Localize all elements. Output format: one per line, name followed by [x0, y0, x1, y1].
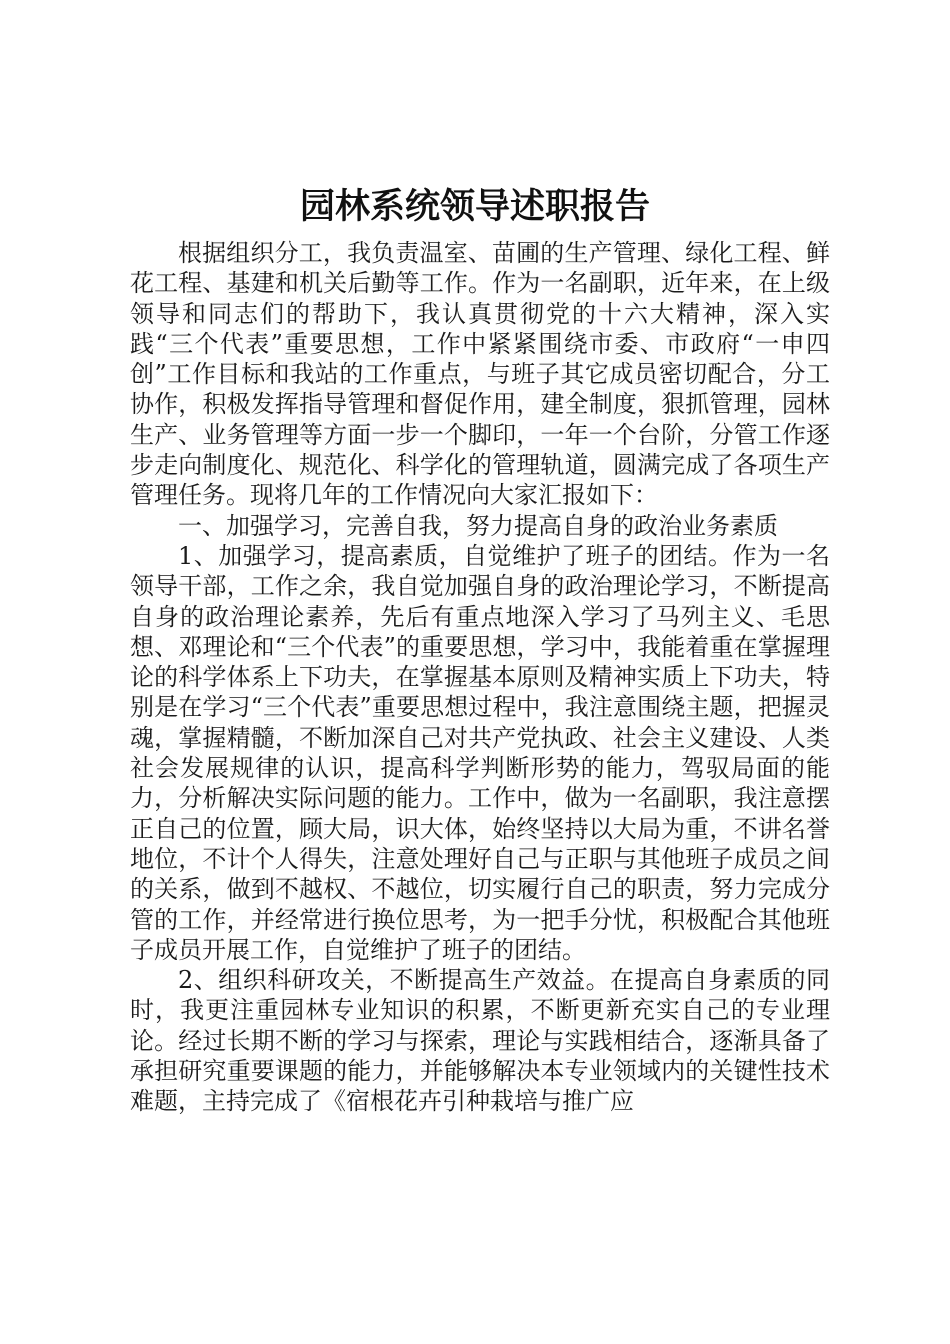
section-heading-1: 一、加强学习，完善自我，努力提高自身的政治业务素质: [178, 511, 778, 540]
document-title: 园林系统领导述职报告: [299, 186, 650, 227]
paragraph-item-2: 2、组织科研攻关，不断提高生产效益。在提高自身素质的同时，我更注重园林专业知识的积累，不断更新充实自己的专业理论。经过长期不断的学习与探索，理论与实践相结合，逐渐具备了承担研究重要课题的能力，并能够解决本专业领域内的关键性技术难题，主持完成了《宿根花卉引种栽培与推广应: [130, 966, 830, 1116]
paragraph-intro: 根据组织分工，我负责温室、苗圃的生产管理、绿化工程、鲜花工程、基建和机关后勤等工作。作为一名副职，近年来，在上级领导和同志们的帮助下，我认真贯彻党的十六大精神，深入实践“三个代表”重要思想，工作中紧紧围绕市委、市政府“一申四创”工作目标和我站的工作重点，与班子其它成员密切配合，分工协作，积极发挥指导管理和督促作用，建全制度，狠抓管理，园林生产、业务管理等方面一步一个脚印，一年一个台阶，分管工作逐步走向制度化、规范化、科学化的管理轨道，圆满完成了各项生产管理任务。现将几年的工作情况向大家汇报如下：: [130, 239, 830, 510]
paragraph-item-1: 1、加强学习，提高素质，自觉维护了班子的团结。作为一名领导干部，工作之余，我自觉加强自身的政治理论学习，不断提高自身的政治理论素养，先后有重点地深入学习了马列主义、毛思想、邓理论和“三个代表”的重要思想，学习中，我能着重在掌握理论的科学体系上下功夫，在掌握基本原则及精神实质上下功夫，特别是在学习“三个代表”重要思想过程中，我注意围绕主题，把握灵魂，掌握精髓，不断加深自己对共产党执政、社会主义建设、人类社会发展规律的认识，提高科学判断形势的能力，驾驭局面的能力，分析解决实际问题的能力。工作中，做为一名副职，我注意摆正自己的位置，顾大局，识大体，始终坚持以大局为重，不讲名誉地位，不计个人得失，注意处理好自己与正职与其他班子成员之间的关系，做到不越权、不越位，切实履行自己的职责，努力完成分管的工作，并经常进行换位思考，为一把手分忧，积极配合其他班子成员开展工作，自觉维护了班子的团结。: [130, 541, 830, 964]
document-body: [130, 238, 830, 1117]
